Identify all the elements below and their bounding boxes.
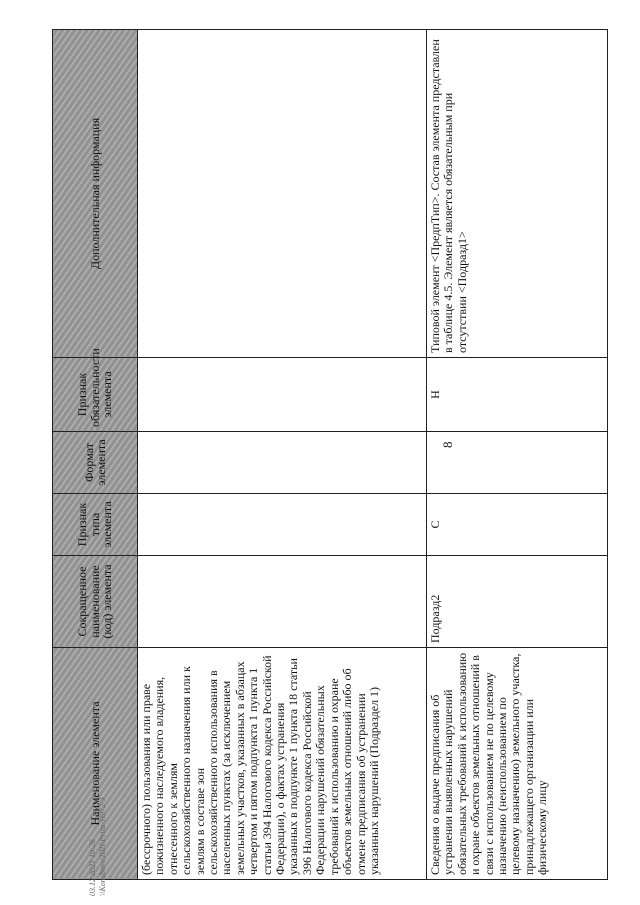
cell-required xyxy=(138,358,427,432)
cell-type: С xyxy=(427,494,608,556)
cell-format xyxy=(138,432,427,494)
cell-info xyxy=(138,30,427,358)
header-element-required: Признак обязательности элемента xyxy=(53,358,138,432)
header-element-format: Формат элемента xyxy=(53,432,138,494)
header-element-code: Сокращенное наименование (код) элемента xyxy=(53,556,138,648)
table-row xyxy=(138,30,427,880)
header-element-type: Признак типа элемента xyxy=(53,494,138,556)
header-additional-info: Дополнительная информация xyxy=(53,30,138,358)
rotated-table-container xyxy=(52,30,620,880)
cell-name: Сведения о выдаче предписания об устранении выявленных нарушений обязательных требований к использованию и охране объектов земельных отношений в связи с использованием не по целевому назначению (неиспользованием по целевому назначению) земельного участка, принадлежащего организации или физическому лицу xyxy=(427,648,608,880)
cell-name: (бессрочного) пользования или праве пожизненного наследуемого владения, отнесенного к землям сельскохозяйственного назначения или к землям в составе зон сельскохозяйственного использования в населенных пунктах (за исключением земельных участков, указанных в абзацах четвертом и пятом подпункта 1 пункта 1 статьи 394 Налогового кодекса Российской Федерации), о фактах устранения указанных в подпункте 1 пункта 18 статьи 396 Налогового кодекса Российской Федерации нарушений обязательных требований к использованию и охране объектов земельных отношений либо об отмене предписания об устранении указанных нарушений (Подраздел 1) xyxy=(138,648,427,880)
table-header-row xyxy=(53,30,138,880)
document-footer-stamp xyxy=(88,797,108,896)
header-element-name: Наименование элемента xyxy=(53,648,138,880)
cell-required: Н xyxy=(427,358,608,432)
elements-table xyxy=(52,29,608,880)
cell-type xyxy=(138,494,427,556)
footer-timestamp: 03.12.2021 10:26 xyxy=(88,839,97,896)
footer-path: \\Konsbnvo\IIIII\Prinz-H972-3 xyxy=(98,797,107,896)
page-number: 8 xyxy=(440,441,455,448)
cell-format xyxy=(427,432,608,494)
cell-code xyxy=(138,556,427,648)
cell-code: Подразд2 xyxy=(427,556,608,648)
table-row xyxy=(427,30,608,880)
cell-info: Типовой элемент <ПредпТип>. Состав элемента представлен в таблице 4.5. Элемент является обязательным при отсутствии <Подразд1> xyxy=(427,30,608,358)
